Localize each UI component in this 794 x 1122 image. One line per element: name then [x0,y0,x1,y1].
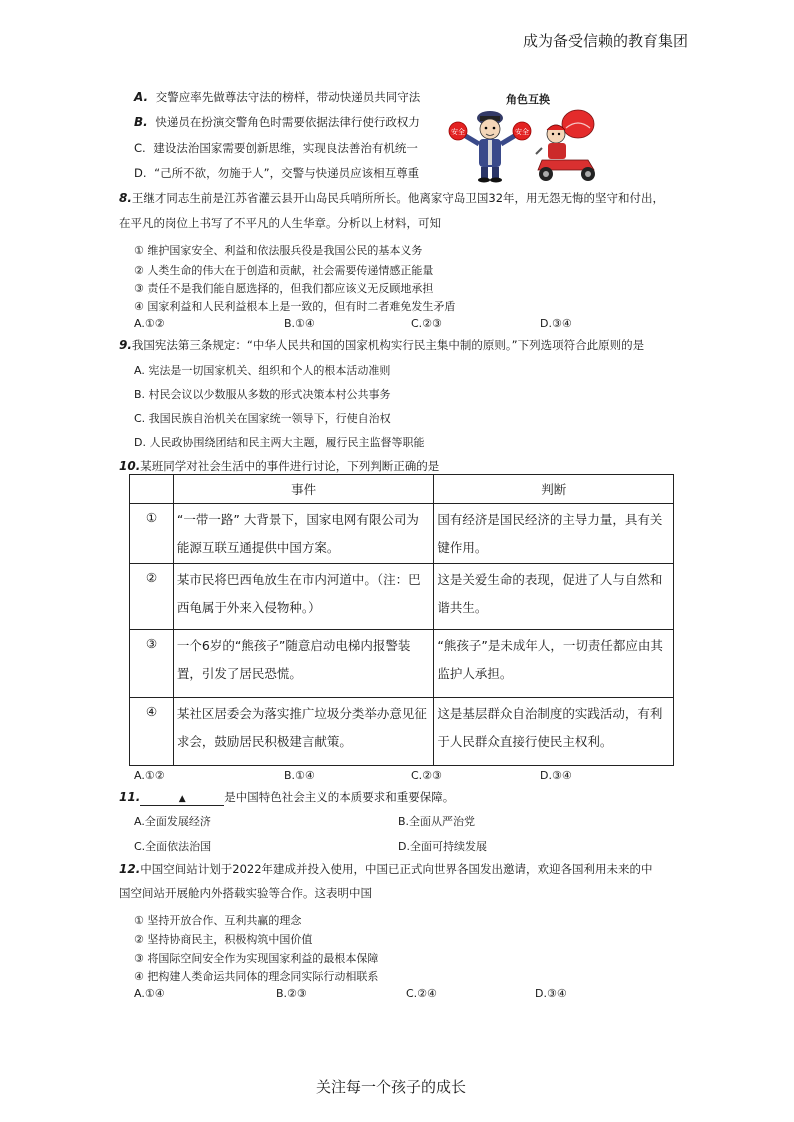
q8-choice-c[interactable]: C.②③ [411,317,442,330]
q9-option-c[interactable]: C. 我国民族自治机关在国家统一领导下，行使自治权 [134,412,391,425]
q9-number: 9. [119,338,132,352]
q10-choice-d[interactable]: D.③④ [540,769,572,782]
q7-option-d[interactable]: D. “己所不欲，勿施于人”，交警与快递员应该相互尊重 [134,166,420,180]
q10-choice-b[interactable]: B.①④ [284,769,315,782]
q9-option-a[interactable]: A. 宪法是一切国家机关、组织和个人的根本活动准则 [134,364,391,377]
table-row [130,698,674,766]
q11-number: 11. [119,790,141,804]
q10-number: 10. [119,459,141,473]
q12-item-3: ③ 将国际空间安全作为实现国家利益的最根本保障 [134,952,379,965]
q10-event-table [129,474,674,766]
q10-stem: 10.某班同学对社会生活中的事件进行讨论，下列判断正确的是 [119,459,440,473]
table-header-blank [130,475,174,504]
q8-choice-d[interactable]: D.③④ [540,317,572,330]
q11-option-b[interactable]: B.全面从严治党 [398,815,476,828]
row-judgment: 这是基层群众自治制度的实践活动，有利于人民群众直接行使民主权利。 [434,698,674,766]
q8-item-3: ③ 责任不是我们能自愿选择的，但我们都应该义无反顾地承担 [134,282,434,295]
q10-choice-a[interactable]: A.①② [134,769,165,782]
row-event: 一个6岁的“熊孩子”随意启动电梯内报警装置，引发了居民恐慌。 [173,630,434,698]
row-mark: ④ [130,698,174,766]
safety-sign-right [513,122,531,140]
footer-slogan: 关注每一个孩子的成长 [316,1078,467,1096]
q8-item-4: ④ 国家利益和人民利益根本上是一致的，但有时二者难免发生矛盾 [134,300,456,313]
q9-option-d[interactable]: D. 人民政协围绕团结和民主两大主题，履行民主监督等职能 [134,436,425,449]
table-row [130,564,674,630]
q8-choice-b[interactable]: B.①④ [284,317,315,330]
table-header-judgment: 判断 [434,475,674,504]
table-row [130,504,674,564]
row-judgment: 国有经济是国民经济的主导力量，具有关键作用。 [434,504,674,564]
q7-option-c[interactable]: C. 建设法治国家需要创新思维，实现良法善治有机统一 [134,141,418,155]
q8-choice-a[interactable]: A.①② [134,317,165,330]
row-judgment: “熊孩子”是未成年人，一切责任都应由其监护人承担。 [434,630,674,698]
q12-item-2: ② 坚持协商民主，积极构筑中国价值 [134,933,313,946]
q8-number: 8. [119,191,132,205]
table-row [130,630,674,698]
police-officer-figure [464,111,516,183]
table-header-row [130,475,674,504]
q12-choice-c[interactable]: C.②④ [406,987,437,1000]
row-event: “一带一路” 大背景下，国家电网有限公司为能源互联互通提供中国方案。 [173,504,434,564]
q9-option-b[interactable]: B. 村民会议以少数服从多数的形式决策本村公共事务 [134,388,391,401]
right-sign-text: 安全 [515,128,529,136]
q12-stem-line2: 国空间站开展舱内外搭载实验等合作。这表明中国 [119,886,372,900]
row-event: 某社区居委会为落实推广垃圾分类举办意见征求会，鼓励居民积极建言献策。 [173,698,434,766]
q7-option-b[interactable]: B. 快递员在扮演交警角色时需要依据法律行使行政权力 [134,115,420,129]
q11-blank[interactable]: ▲ [140,793,224,806]
q12-stem-line1: 12.中国空间站计划于2022年建成并投入使用，中国已正式向世界各国发出邀请，欢迎各国利用未来的中 [119,862,653,876]
q12-item-1: ① 坚持开放合作、互利共赢的理念 [134,914,302,927]
cartoon-illustration [438,88,616,184]
left-sign-text: 安全 [451,128,465,136]
row-mark: ③ [130,630,174,698]
q11-stem: 11. ▲ 是中国特色社会主义的本质要求和重要保障。 [119,790,455,804]
q12-number: 12. [119,862,141,876]
courier-scooter-figure [536,110,595,181]
header-org: 成为备受信赖的教育集团 [523,32,689,50]
safety-sign-left [449,122,467,140]
row-mark: ① [130,504,174,564]
q11-option-d[interactable]: D.全面可持续发展 [398,840,487,853]
q8-stem-line2: 在平凡的岗位上书写了不平凡的人生华章。分析以上材料，可知 [119,216,441,230]
q11-option-c[interactable]: C.全面依法治国 [134,840,212,853]
q12-choice-a[interactable]: A.①④ [134,987,165,1000]
q9-stem: 9.我国宪法第三条规定：“中华人民共和国的国家机构实行民主集中制的原则。”下列选项符合此原则的是 [119,338,645,352]
q12-choice-d[interactable]: D.③④ [535,987,567,1000]
q8-item-1: ① 维护国家安全、利益和依法服兵役是我国公民的基本义务 [134,244,423,257]
q12-choice-b[interactable]: B.②③ [276,987,307,1000]
q7-option-a[interactable]: A. 交警应率先做尊法守法的榜样，带动快递员共同守法 [134,90,421,104]
q8-item-2: ② 人类生命的伟大在于创造和贡献，社会需要传递情感正能量 [134,264,434,277]
q10-choice-c[interactable]: C.②③ [411,769,442,782]
cartoon-title: 角色互换 [506,93,550,106]
row-mark: ② [130,564,174,630]
q11-option-a[interactable]: A.全面发展经济 [134,815,211,828]
q8-stem-line1: 8.王继才同志生前是江苏省灌云县开山岛民兵哨所所长。他离家守岛卫国32年，用无怨无悔的坚守和付出， [119,191,665,205]
table-header-event: 事件 [173,475,434,504]
q7-cartoon [438,88,616,184]
row-judgment: 这是关爱生命的表现，促进了人与自然和谐共生。 [434,564,674,630]
row-event: 某市民将巴西龟放生在市内河道中。（注：巴西龟属于外来入侵物种。） [173,564,434,630]
q12-item-4: ④ 把构建人类命运共同体的理念同实际行动相联系 [134,970,379,983]
